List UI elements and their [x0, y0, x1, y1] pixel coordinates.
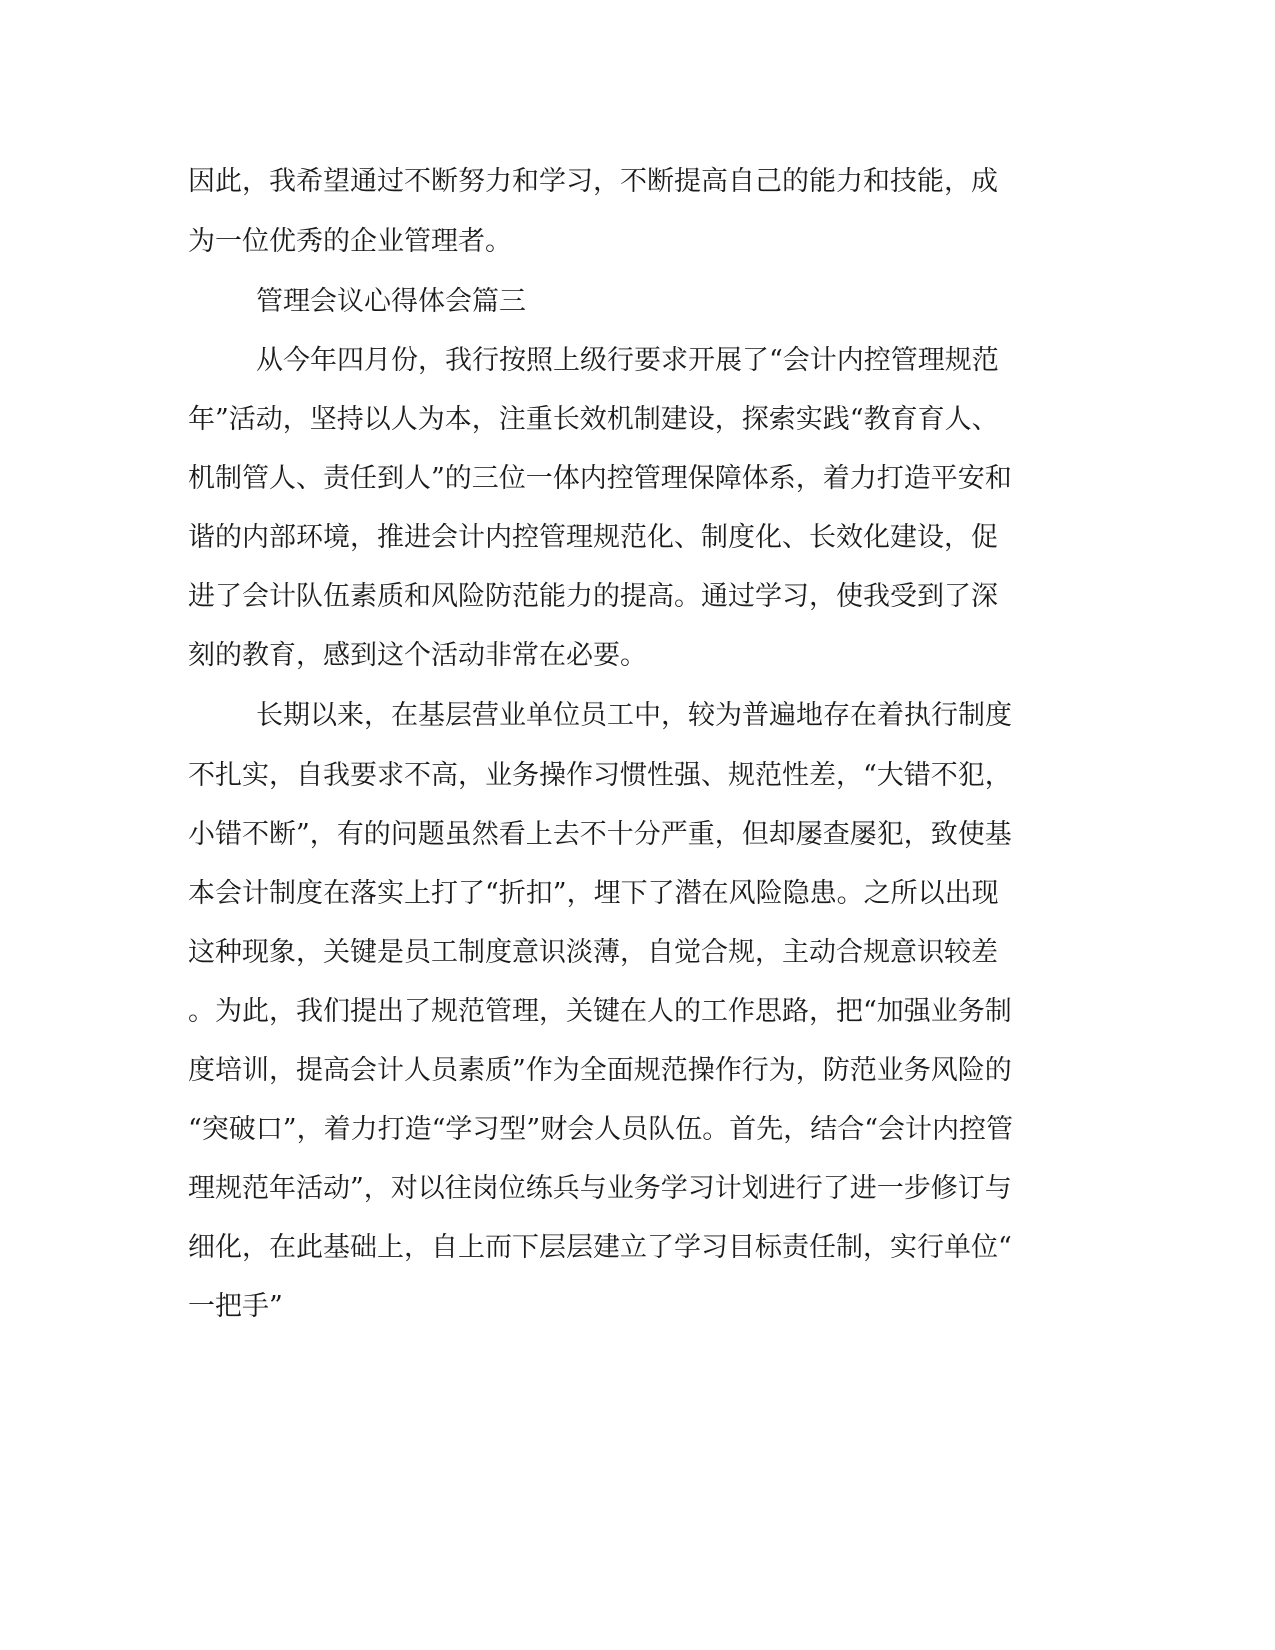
text-line: 本会计制度在落实上打了“折扣”，埋下了潜在风险隐患。之所以出现 [188, 878, 999, 909]
text-line: 度培训，提高会计人员素质”作为全面规范操作行为，防范业务风险的 [188, 1055, 1012, 1086]
text-line: 谐的内部环境，推进会计内控管理规范化、制度化、长效化建设，促 [188, 522, 998, 553]
text-line: 不扎实，自我要求不高，业务操作习惯性强、规范性差，“大错不犯， [188, 760, 1012, 791]
text-line: 刻的教育，感到这个活动非常在必要。 [188, 640, 647, 671]
text-line: 。为此，我们提出了规范管理，关键在人的工作思路，把“加强业务制 [188, 996, 1012, 1027]
text-line: 进了会计队伍素质和风险防范能力的提高。通过学习，使我受到了深 [188, 581, 998, 612]
text-line: 理规范年活动”，对以往岗位练兵与业务学习计划进行了进一步修订与 [188, 1173, 1012, 1204]
text-line: 小错不断”，有的问题虽然看上去不十分严重，但却屡查屡犯，致使基 [188, 819, 1012, 850]
text-line: 机制管人、责任到人”的三位一体内控管理保障体系，着力打造平安和 [188, 463, 1012, 494]
text-line: 一把手” [188, 1291, 283, 1322]
text-line: “突破口”，着力打造“学习型”财会人员队伍。首先，结合“会计内控管 [188, 1114, 1014, 1145]
text-line: 从今年四月份，我行按照上级行要求开展了“会计内控管理规范 [256, 345, 999, 376]
text-line: 细化，在此基础上，自上而下层层建立了学习目标责任制，实行单位“ [188, 1232, 1012, 1263]
text-line: 年”活动，坚持以人为本，注重长效机制建设，探索实践“教育育人、 [188, 404, 999, 435]
text-line: 长期以来，在基层营业单位员工中，较为普遍地存在着执行制度 [256, 700, 1012, 731]
text-line: 为一位优秀的企业管理者。 [188, 226, 512, 257]
section-heading: 管理会议心得体会篇三 [256, 286, 526, 317]
text-line: 这种现象，关键是员工制度意识淡薄，自觉合规，主动合规意识较差 [188, 937, 998, 968]
text-line: 因此，我希望通过不断努力和学习，不断提高自己的能力和技能，成 [188, 166, 998, 197]
